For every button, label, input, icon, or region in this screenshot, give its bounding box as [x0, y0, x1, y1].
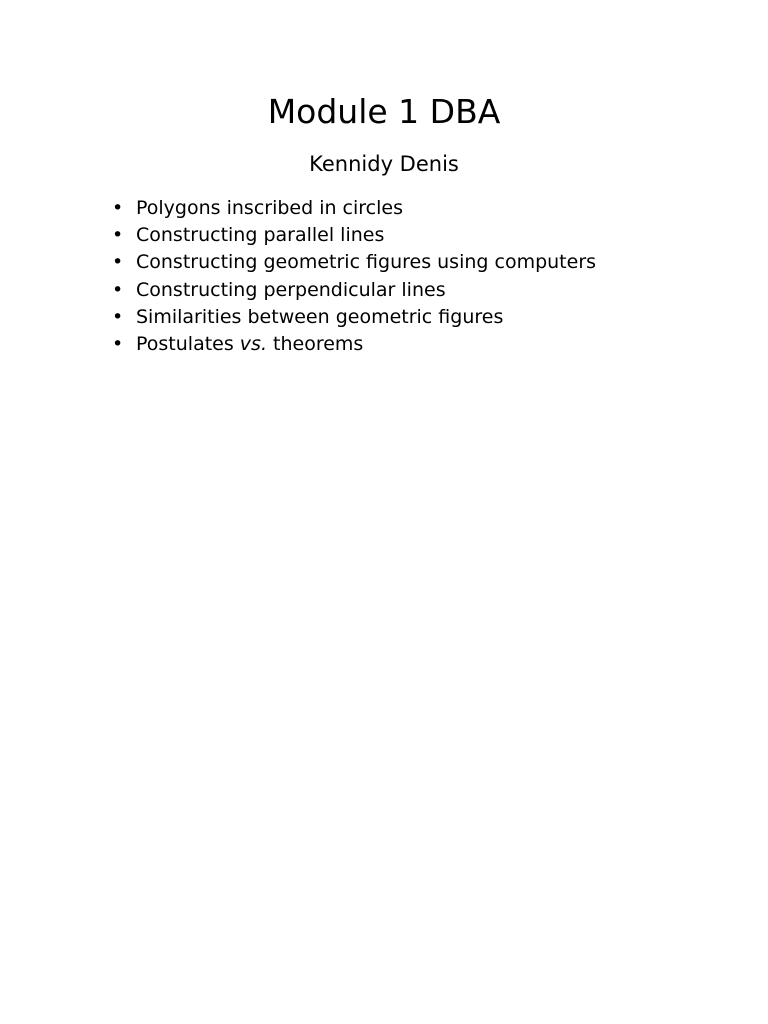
- bullet-icon: •: [112, 251, 124, 274]
- bullet-icon: •: [112, 278, 124, 301]
- document-title: Module 1 DBA: [267, 92, 501, 131]
- bullet-icon: •: [112, 305, 124, 328]
- topic-text-before: Postulates: [136, 333, 240, 356]
- list-item: [110, 249, 710, 276]
- list-item: [110, 277, 710, 304]
- topic-text: Polygons inscribed in circles: [136, 197, 403, 219]
- topic-text: Constructing perpendicular lines: [136, 278, 446, 301]
- document-author: Kennidy Denis: [309, 152, 459, 176]
- list-item: [110, 222, 710, 249]
- list-item: [110, 195, 710, 222]
- bullet-icon: •: [112, 333, 124, 356]
- topic-list: [110, 195, 710, 358]
- topic-text: Constructing parallel lines: [136, 224, 385, 247]
- list-item: [110, 304, 710, 331]
- topic-text: Constructing geometric figures using computers: [136, 251, 597, 274]
- bullet-icon: •: [112, 197, 124, 219]
- topic-text-after: theorems: [266, 333, 364, 356]
- topic-text-italic: vs.: [239, 333, 267, 356]
- list-item: [110, 331, 710, 358]
- topic-text: Similarities between geometric figures: [136, 305, 504, 328]
- bullet-icon: •: [112, 224, 124, 247]
